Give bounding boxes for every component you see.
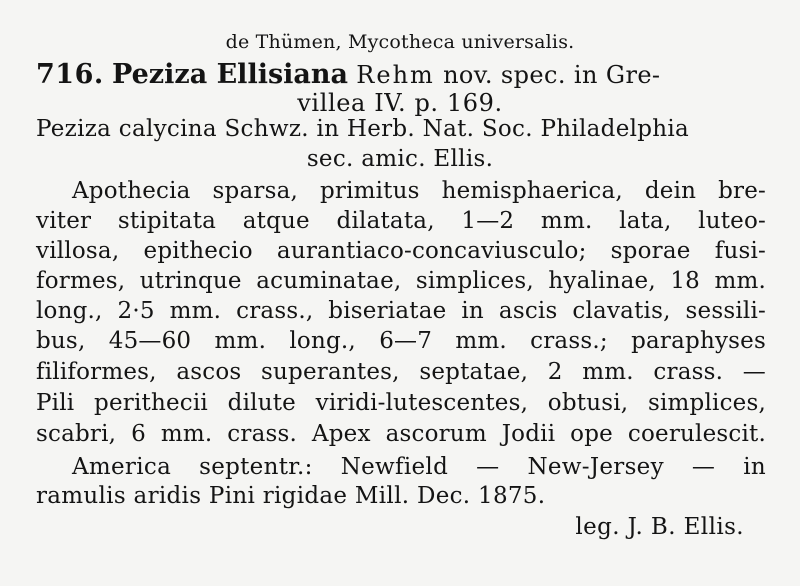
citation-part-1: nov. spec. in Gre- (443, 61, 661, 89)
species-name: Peziza Ellisiana (112, 59, 349, 90)
description-line: viter stipitata atque dilatata, 1—2 mm. lata, luteo- (36, 208, 766, 234)
locality-line-2: ramulis aridis Pini rigidae Mill. Dec. 1875. (36, 483, 546, 509)
description-line: Apothecia sparsa, primitus hemisphaerica, dein bre- (72, 178, 766, 204)
synonym-line-2: sec. amic. Ellis. (306, 146, 494, 172)
series-header: de Thümen, Mycotheca universalis. (225, 31, 575, 53)
locality-line-1: America septentr.: Newfield — New-Jersey — in (72, 454, 766, 480)
description-line: Pili perithecii dilute viridi-lutescentes, obtusi, simplices, (36, 390, 766, 416)
entry-title-line (36, 61, 660, 88)
citation-part-2: villea IV. p. 169. (297, 89, 503, 117)
description-line: long., 2·5 mm. crass., biseriatae in ascis clavatis, sessili- (36, 298, 766, 324)
entry-number: 716. (36, 59, 104, 90)
collector-credit: leg. J. B. Ellis. (575, 514, 744, 540)
synonym-line-1: Peziza calycina Schwz. in Herb. Nat. Soc. Philadelphia (36, 116, 690, 142)
description-line: filiformes, ascos superantes, septatae, 2 mm. crass. — (36, 359, 766, 385)
species-author: Rehm (356, 61, 435, 89)
description-line: bus, 45—60 mm. long., 6—7 mm. crass.; paraphyses (36, 328, 766, 354)
description-line: villosa, epithecio aurantiaco-concaviusculo; sporae fusi- (36, 238, 766, 264)
description-line: scabri, 6 mm. crass. Apex ascorum Jodii ope coerulescit. (36, 421, 766, 447)
description-line: formes, utrinque acuminatae, simplices, hyalinae, 18 mm. (36, 268, 766, 294)
